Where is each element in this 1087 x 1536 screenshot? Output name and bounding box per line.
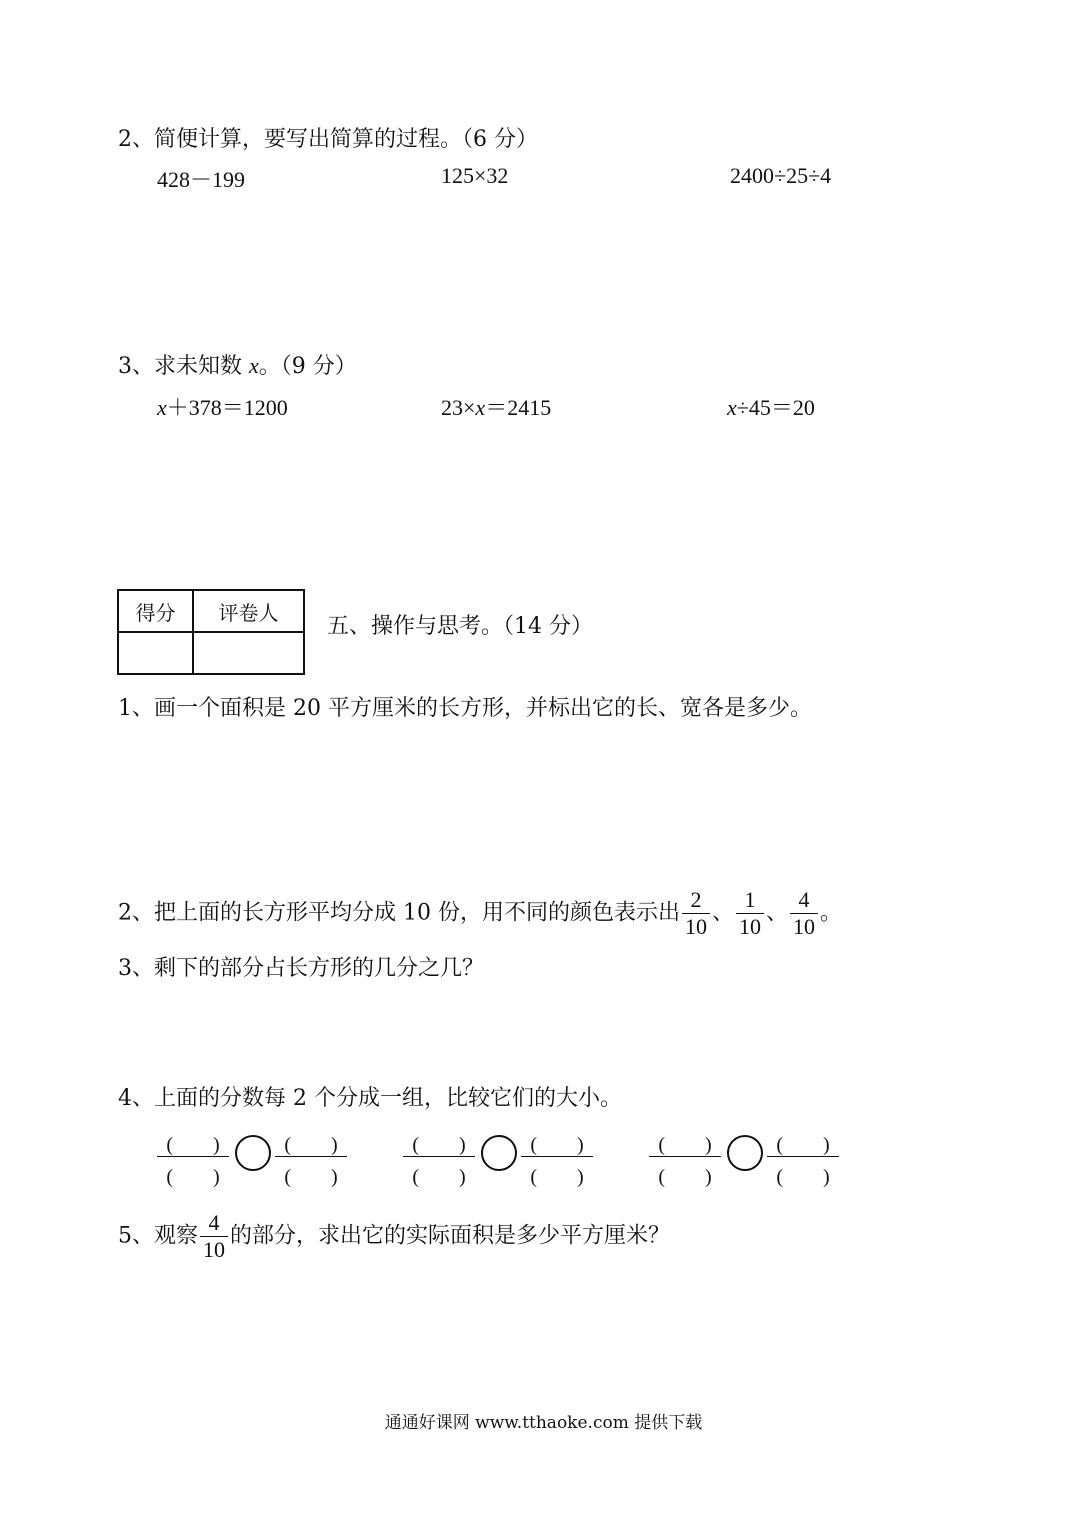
score-header: 得分 <box>118 590 193 632</box>
fraction-bar <box>157 1156 229 1157</box>
problem-428-minus-199: 428－199 <box>157 167 246 192</box>
numerator-blank[interactable]: ( ) <box>284 1134 338 1156</box>
comparison-group-3 <box>649 1126 849 1186</box>
grader-cell[interactable] <box>193 632 304 674</box>
denominator-blank[interactable]: ( ) <box>530 1166 584 1188</box>
compare-circle[interactable] <box>235 1135 271 1171</box>
question-3-title: 3、求未知数 x。（9 分） <box>118 353 357 379</box>
numerator-blank[interactable]: ( ) <box>658 1134 712 1156</box>
compare-circle[interactable] <box>727 1135 763 1171</box>
denominator-blank[interactable]: ( ) <box>412 1166 466 1188</box>
fraction-1-10: $\frac{1}{10}$ <box>736 887 764 940</box>
section-5-question-3: 3、剩下的部分占长方形的几分之几？ <box>118 956 484 981</box>
page-footer: 通通好课网 www.tthaoke.com 提供下载 <box>384 1413 703 1433</box>
comparison-group-1 <box>157 1126 357 1186</box>
fraction-bar <box>521 1156 593 1157</box>
denominator-blank[interactable]: ( ) <box>166 1166 220 1188</box>
problem-2400-div: 2400÷25÷4 <box>730 163 832 188</box>
score-cell[interactable] <box>118 632 193 674</box>
fraction-bar <box>649 1156 721 1157</box>
compare-circle[interactable] <box>481 1135 517 1171</box>
section-5-question-2: 2、把上面的长方形平均分成 10 份，用不同的颜色表示出 $\frac{2}{10}$ 、 $\frac{1}{10}$ 、 $\frac{4}{10}$ 。 <box>118 887 843 939</box>
comparison-group-2 <box>403 1126 603 1186</box>
question-2-title: 2、简便计算，要写出简算的过程。（6 分） <box>118 127 538 152</box>
section-5-question-4: 4、上面的分数每 2 个分成一组，比较它们的大小。 <box>118 1086 622 1111</box>
numerator-blank[interactable]: ( ) <box>166 1134 220 1156</box>
numerator-blank[interactable]: ( ) <box>530 1134 584 1156</box>
fraction-4-10: $\frac{4}{10}$ <box>200 1210 228 1263</box>
grader-header: 评卷人 <box>193 590 304 632</box>
denominator-blank[interactable]: ( ) <box>776 1166 830 1188</box>
denominator-blank[interactable]: ( ) <box>658 1166 712 1188</box>
numerator-blank[interactable]: ( ) <box>412 1134 466 1156</box>
section-5-question-5: 5、观察 $\frac{4}{10}$ 的部分，求出它的实际面积是多少平方厘米？ <box>118 1210 671 1262</box>
section-5-heading: 五、操作与思考。（14 分） <box>327 614 593 639</box>
fraction-bar <box>275 1156 347 1157</box>
fraction-bar <box>767 1156 839 1157</box>
equation-3: x÷45＝20 <box>727 395 815 420</box>
equation-1: x＋378＝1200 <box>157 395 288 420</box>
problem-125-times-32: 125×32 <box>441 163 509 188</box>
fraction-4-10: $\frac{4}{10}$ <box>790 887 818 940</box>
denominator-blank[interactable]: ( ) <box>284 1166 338 1188</box>
score-table <box>117 589 305 675</box>
numerator-blank[interactable]: ( ) <box>776 1134 830 1156</box>
equation-2: 23×x＝2415 <box>441 395 552 420</box>
fraction-bar <box>403 1156 475 1157</box>
section-5-question-1: 1、画一个面积是 20 平方厘米的长方形，并标出它的长、宽各是多少。 <box>118 696 812 721</box>
fraction-2-10: $\frac{2}{10}$ <box>682 887 710 940</box>
